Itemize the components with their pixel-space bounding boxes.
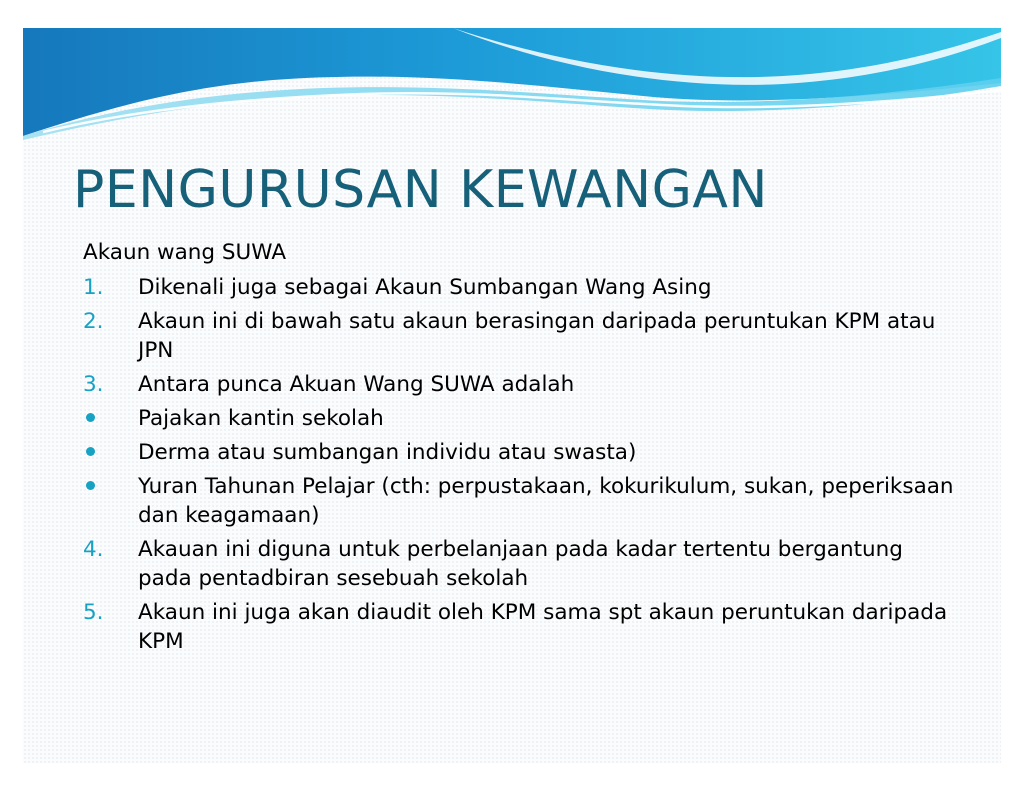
item-text: Derma atau sumbangan individu atau swasta) — [138, 440, 637, 465]
slide-body — [83, 238, 963, 661]
item-text: Pajakan kantin sekolah — [138, 406, 384, 431]
item-number: 5. — [83, 600, 104, 625]
item-text: Antara punca Akuan Wang SUWA adalah — [138, 372, 575, 397]
item-number: 2. — [83, 309, 104, 334]
bullet-dot-icon — [86, 481, 95, 490]
item-text: Akaun ini di bawah satu akaun berasingan daripada peruntukan KPM atau JPN — [138, 309, 936, 363]
item-text: Akauan ini diguna untuk perbelanjaan pada kadar tertentu bergantung pada pentadbiran sesebuah sekolah — [138, 537, 903, 591]
list-item — [83, 307, 963, 365]
item-text: Dikenali juga sebagai Akaun Sumbangan Wang Asing — [138, 275, 712, 300]
bullet-item — [83, 472, 963, 530]
wave-banner — [23, 28, 1001, 140]
item-text: Akaun ini juga akan diaudit oleh KPM sama spt akaun peruntukan daripada KPM — [138, 600, 948, 654]
slide-title: PENGURUSAN KEWANGAN — [73, 160, 768, 220]
item-number: 1. — [83, 275, 104, 300]
list-item — [83, 273, 963, 302]
list-item — [83, 370, 963, 399]
list-item — [83, 598, 963, 656]
item-number: 4. — [83, 537, 104, 562]
item-text: Yuran Tahunan Pelajar (cth: perpustakaan, kokurikulum, sukan, peperiksaan dan keagamaan) — [138, 474, 954, 528]
bullet-dot-icon — [86, 447, 95, 456]
item-number: 3. — [83, 372, 104, 397]
slide — [23, 28, 1001, 763]
body-heading: Akaun wang SUWA — [83, 240, 287, 265]
bullet-item — [83, 438, 963, 467]
bullet-dot-icon — [86, 413, 95, 422]
bullet-item — [83, 404, 963, 433]
list-item — [83, 535, 963, 593]
